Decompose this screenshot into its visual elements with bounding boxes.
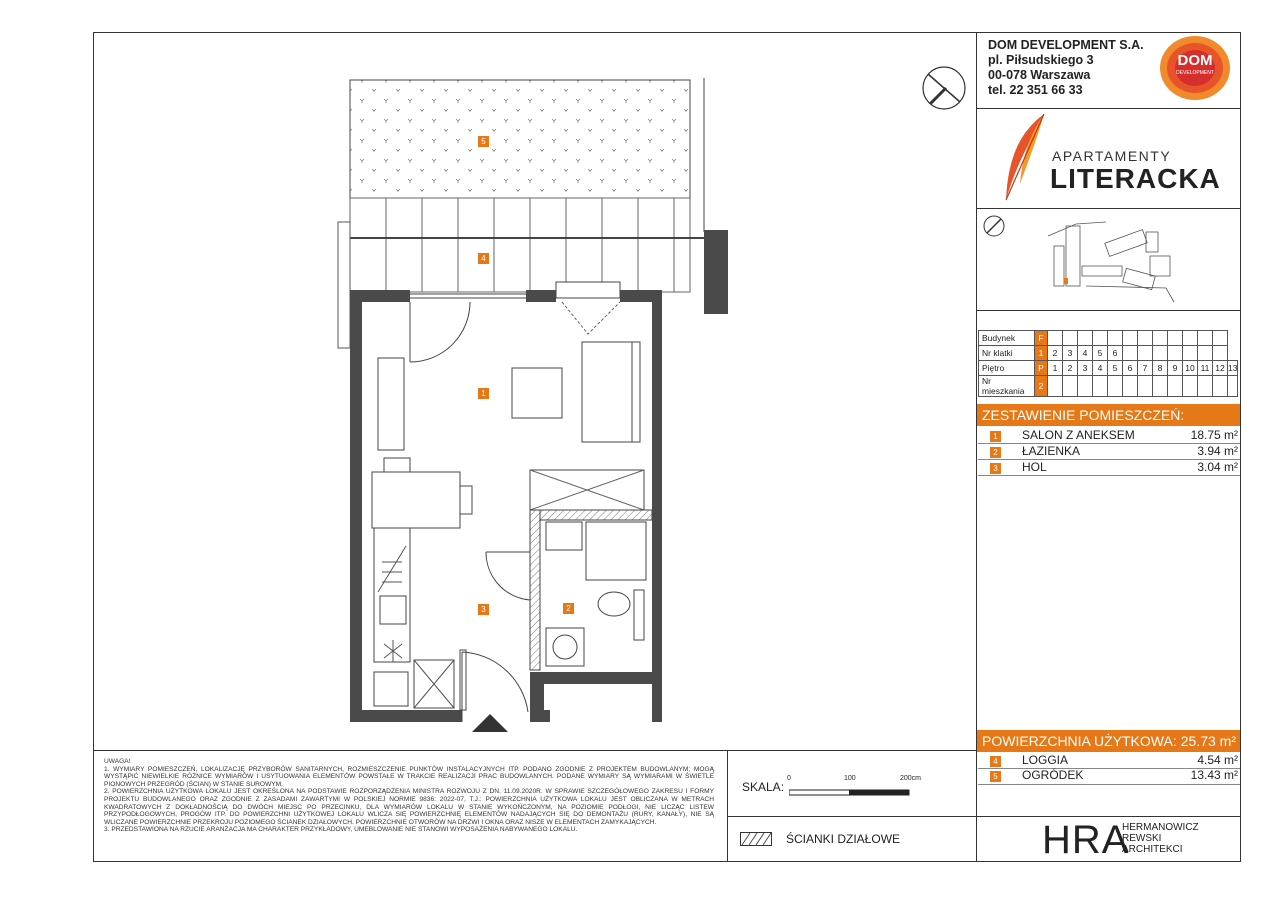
info-row-staircase (979, 346, 1238, 361)
plan-label-bathroom: 2 (563, 603, 574, 614)
company-address (988, 38, 1144, 98)
company-name: DOM DEVELOPMENT S.A. (988, 38, 1144, 52)
notes-scale-divider (727, 750, 728, 862)
notes-divider (93, 750, 977, 751)
extra-row (990, 767, 1238, 783)
extra-area: 13.43 m² (1190, 768, 1238, 782)
notes (104, 758, 714, 834)
room-area: 18.75 m² (1190, 428, 1238, 442)
usable-area-value: 25.73 m² (1180, 733, 1236, 749)
info-row-building (979, 331, 1238, 346)
room-area: 3.04 m² (1197, 460, 1238, 474)
extra-row (990, 752, 1238, 768)
architect-line2: REWSKI (1122, 833, 1162, 844)
rooms-header: ZESTAWIENIE POMIESZCZEŃ: (977, 404, 1240, 426)
info-cell: F (1035, 331, 1048, 346)
architect-names (1122, 822, 1199, 855)
info-row-apartment (979, 376, 1238, 397)
extra-num: 4 (990, 756, 1001, 767)
room-name: ŁAZIENKA (1022, 444, 1081, 458)
info-label: Nr mieszkania (979, 376, 1035, 397)
info-cell: 1 (1048, 361, 1063, 376)
architect-line1: HERMANOWICZ (1122, 822, 1199, 833)
garden-area (350, 80, 690, 198)
scale-tick-0: 0 (787, 775, 791, 782)
info-cell: 1 (1035, 346, 1048, 361)
info-cell: 5 (1093, 346, 1108, 361)
info-cell: 5 (1108, 361, 1123, 376)
usable-area-bar (977, 730, 1240, 752)
room-name: SALON Z ANEKSEM (1022, 428, 1135, 442)
architect-line3: ARCHITEKCI (1122, 844, 1183, 855)
hra-logo: HRA (1042, 818, 1130, 862)
info-cell: 6 (1123, 361, 1138, 376)
room-num: 1 (990, 431, 1001, 442)
plan-label-loggia: 4 (478, 253, 489, 264)
info-cell: 4 (1093, 361, 1108, 376)
tb-line (976, 108, 1241, 109)
info-cell: 8 (1153, 361, 1168, 376)
floor-plan (330, 72, 730, 737)
info-cell: 3 (1063, 346, 1078, 361)
project-line1: APARTAMENTY (1052, 148, 1172, 164)
notes-title: UWAGA! (104, 758, 131, 765)
info-cell: 11 (1198, 361, 1213, 376)
info-row-floor (979, 361, 1238, 376)
room-num: 3 (990, 463, 1001, 474)
info-cell: 12 (1213, 361, 1228, 376)
info-cell: 6 (1108, 346, 1123, 361)
room-row (990, 459, 1238, 475)
scale-tick-2: 200cm (900, 775, 922, 782)
scale-tick-1: 100 (844, 775, 856, 782)
info-label: Piętro (979, 361, 1035, 376)
info-cell: 4 (1078, 346, 1093, 361)
usable-area-label: POWIERZCHNIA UŻYTKOWA: (982, 733, 1177, 749)
note-item: 3. PRZEDSTAWIONA NA RZUCIE ARANŻACJA MA CHARAKTER PRZYKŁADOWY, UMEBLOWANIE NIE STANOWI WYPOSAŻENIA NABYWANEGO LOKALU. (104, 826, 578, 834)
extra-name: OGRÓDEK (1022, 768, 1084, 782)
tb-line (976, 816, 1241, 817)
plan-label-hall: 3 (478, 604, 489, 615)
note-item: 1. WYMIARY POMIESZCZEŃ, LOKALIZACJĘ PRZYBORÓW SANITARNYCH, ROZMIESZCZENIE PUNKTÓW INSTALACYJNYCH ITP. PODANO ZGODNIE Z PROJEKTEM BUDOWLANYM; MOGĄ WYSTĄPIĆ NIEWIELKIE RÓŻNICE WYMIARÓW I USYTUOWANIA ELEMENTÓW POWSTAŁE W TRAKCIE REALIZACJI PRAC BUDOWLANYCH. PODANE WYMIARY SĄ WYMIARAMI W ŚWIETLE PIONOWYCH PRZEGRÓD (ŚCIAN) W STANIE SUROWYM. (104, 765, 714, 788)
info-cell: 13 (1228, 361, 1238, 376)
info-cell: 7 (1138, 361, 1153, 376)
extra-area: 4.54 m² (1197, 753, 1238, 767)
info-cell: 9 (1168, 361, 1183, 376)
room-num: 2 (990, 447, 1001, 458)
dom-logo-text: DOM (1177, 52, 1213, 69)
company-street: pl. Piłsudskiego 3 (988, 53, 1094, 67)
legend-label: ŚCIANKI DZIAŁOWE (786, 832, 901, 846)
tb-line (976, 310, 1241, 311)
info-cell: 2 (1063, 361, 1078, 376)
extra-sep (978, 784, 1240, 785)
info-label: Budynek (979, 331, 1035, 346)
room-row (990, 443, 1238, 459)
project-line2: LITERACKA (1050, 163, 1221, 194)
plan-label-garden: 5 (478, 136, 489, 147)
note-item: 2. POWIERZCHNIA UŻYTKOWA LOKALU JEST OKREŚLONA NA PODSTAWIE ROZPORZĄDZENIA MINISTRA ROZWOJU Z DN. 11.09.2020R. W SPRAWIE SZCZEGÓŁOWEGO ZAKRESU I FORMY PROJEKTU BUDOWLANEGO ORAZ ZGODNIE Z ZASADAMI ZAWARTYMI W POLSKIEJ NORMIE 9836: 2022-07, T.J.: POWIERZCHNIA UŻYTKOWA LOKALU JEST OBLICZANA W METRACH KWADRATOWYCH Z DOKŁADNOŚCIĄ DO DWÓCH MIEJSC PO PRZECINKU, DLA WYMIARÓW LOKALU W STANIE WYKOŃCZONYM, NA POZIOMIE PODŁOGI, NIE LICZĄC LISTEW PRZYPODŁOGOWYCH, PROGÓW ITP. DO POWIERZCHNI UŻYTKOWEJ LOKALU WLICZA SIĘ POWIERZCHNIĘ ELEMENTÓW NADAJĄCYCH SIĘ DO DEMONTAŻU (RURY, KANAŁY), NIE SĄ WLICZANE POWIERZCHNIE PRZEKROJU POZIOMEGO ŚCIANEK DZIAŁOWYCH. POWIERZCHNIE OTWORÓW NA DRZWI I OKNA ORAZ NISZE W ELEMENTACH ZAMYKAJĄCYCH. (104, 788, 714, 826)
site-map (1046, 216, 1186, 309)
extra-name: LOGGIA (1022, 753, 1069, 767)
north-compass-icon (920, 64, 968, 117)
info-cell: P (1035, 361, 1048, 376)
plan-label-living: 1 (478, 388, 489, 399)
company-phone: tel. 22 351 66 33 (988, 83, 1083, 97)
scale-bar (789, 784, 913, 802)
scale-legend-divider (727, 816, 977, 817)
loggia-paving (350, 198, 690, 292)
dom-logo (1158, 34, 1232, 102)
room-row (990, 427, 1238, 443)
dom-logo-sub: DEVELOPMENT (1176, 70, 1214, 76)
feather-logo (1000, 112, 1050, 209)
info-cell: 3 (1078, 361, 1093, 376)
room-area: 3.94 m² (1197, 444, 1238, 458)
site-compass-icon (982, 214, 1006, 243)
info-label: Nr klatki (979, 346, 1035, 361)
scale-label: SKALA: (742, 780, 785, 794)
room-sep (978, 475, 1240, 476)
info-table (978, 330, 1238, 397)
extra-num: 5 (990, 771, 1001, 782)
partition-wall-swatch (740, 832, 772, 851)
info-cell: 10 (1183, 361, 1198, 376)
info-cell: 2 (1035, 376, 1048, 397)
company-city: 00-078 Warszawa (988, 68, 1091, 82)
room-name: HOL (1022, 460, 1047, 474)
info-cell: 2 (1048, 346, 1063, 361)
